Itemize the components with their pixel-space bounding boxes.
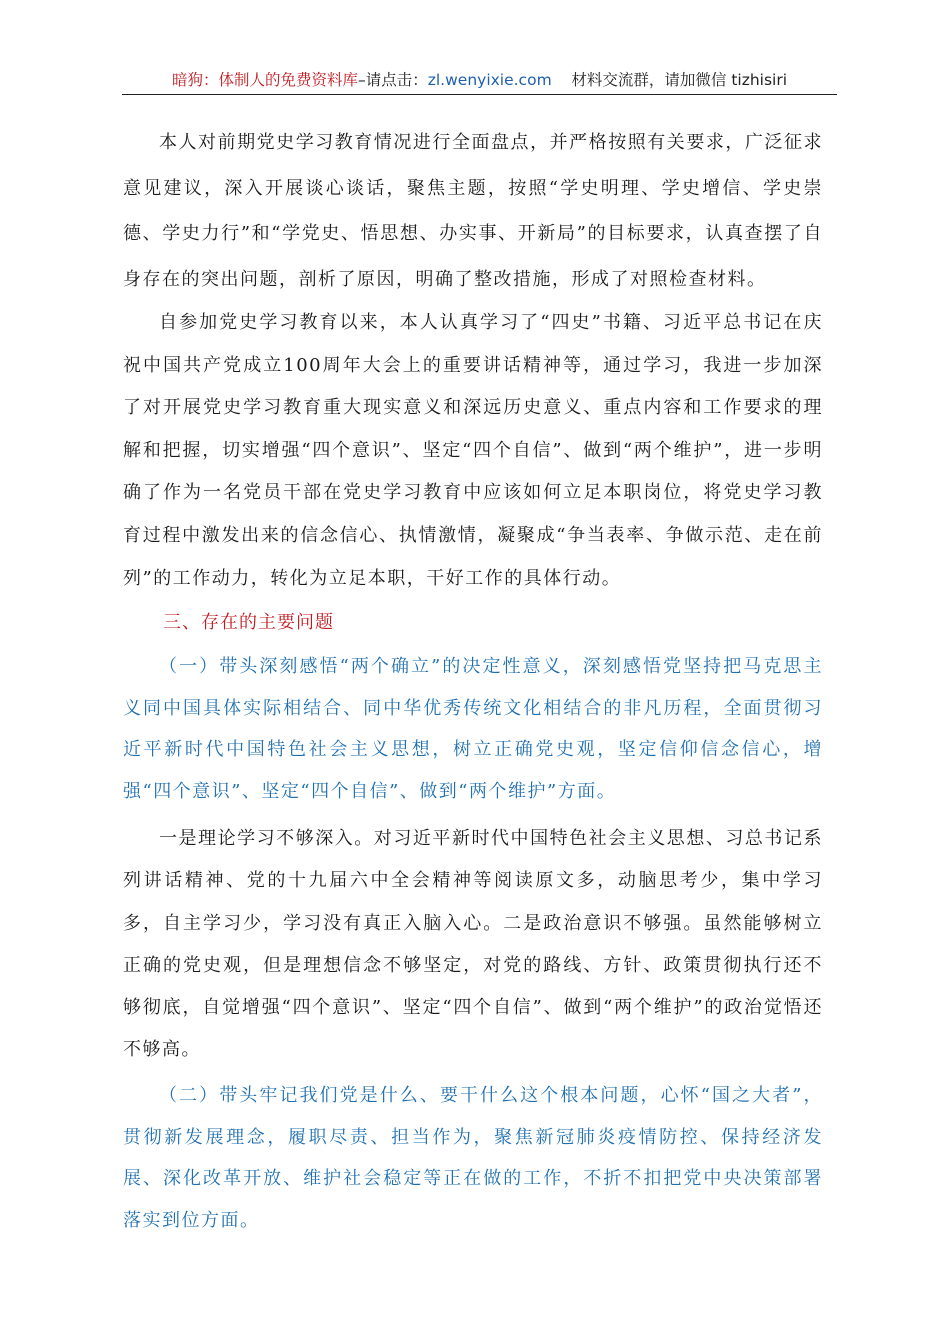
intro-paragraph-1: 本人对前期党史学习教育情况进行全面盘点，并严格按照有关要求，广泛征求意见建议，深入开展谈心谈话，聚焦主题，按照“学史明理、学史增信、学史崇德、学史力行”和“学党史、悟思想、办实事、开新局”的目标要求，认真查摆了自身存在的突出问题，剖析了原因，明确了整改措施，形成了对照检查材料。 <box>123 132 823 290</box>
page-header <box>122 66 837 95</box>
header-contact: 材料交流群，请加微信 tizhisiri <box>571 71 788 89</box>
intro-paragraph-2: 自参加党史学习教育以来，本人认真学习了“四史”书籍、习近平总书记在庆祝中国共产党成立100周年大会上的重要讲话精神等，通过学习，我进一步加深了对开展党史学习教育重大现实意义和深远历史意义、重点内容和工作要求的理解和把握，切实增强“四个意识”、坚定“四个自信”、做到“两个维护”，进一步明确了作为一名党员干部在党史学习教育中应该如何立足本职岗位，将党史学习教育过程中激发出来的信念信心、执情激情，凝聚成“争当表率、争做示范、走在前列”的工作动力，转化为立足本职，干好工作的具体行动。 <box>123 312 823 589</box>
subsection-1-body: 一是理论学习不够深入。对习近平新时代中国特色社会主义思想、习总书记系列讲话精神、党的十九届六中全会精神等阅读原文多，动脑思考少，集中学习多，自主学习少，学习没有真正入脑入心。二是政治意识不够强。虽然能够树立正确的党史观，但是理想信念不够坚定，对党的路线、方针、政策贯彻执行还不够彻底，自觉增强“四个意识”、坚定“四个自信”、做到“两个维护”的政治觉悟还不够高。 <box>123 828 823 1061</box>
subsection-1-heading: （一）带头深刻感悟“两个确立”的决定性意义，深刻感悟党坚持把马克思主义同中国具体实际相结合、同中华优秀传统文化相结合的非凡历程，全面贯彻习近平新时代中国特色社会主义思想，树立正确党史观，坚定信仰信念信心，增强“四个意识”、坚定“四个自信”、做到“两个维护”方面。 <box>123 656 823 802</box>
section-heading: 三、存在的主要问题 <box>163 612 334 634</box>
document-body <box>123 120 823 1241</box>
subsection-2-heading: （二）带头牢记我们党是什么、要干什么这个根本问题，心怀“国之大者”，贯彻新发展理念，履职尽责、担当作为，聚焦新冠肺炎疫情防控、保持经济发展、深化改革开放、维护社会稳定等正在做的工作，不折不扣把党中央决策部署落实到位方面。 <box>123 1085 823 1231</box>
header-click-prompt: –请点击： <box>357 71 428 89</box>
header-site-name: 暗狗：体制人的免费资料库 <box>171 71 358 89</box>
header-url-link[interactable]: zl.wenyixie.com <box>427 71 552 89</box>
